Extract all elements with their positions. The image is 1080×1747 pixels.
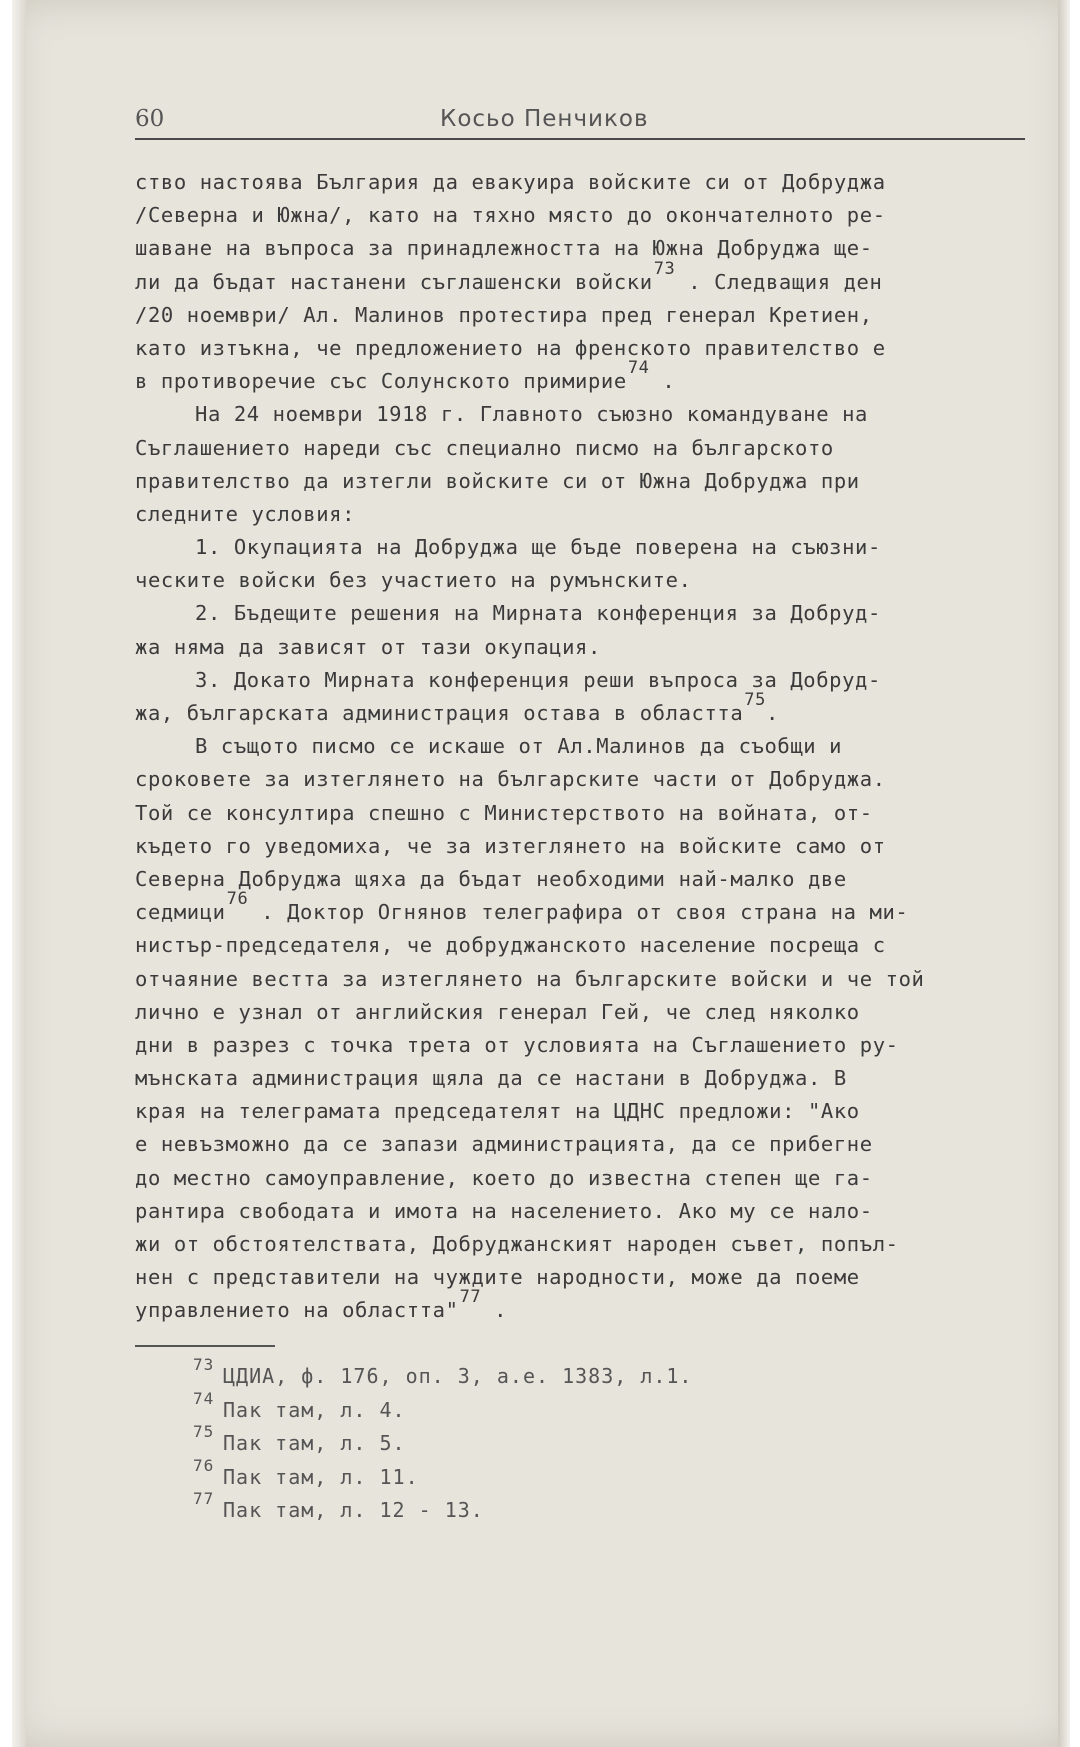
footnote: [193, 1355, 897, 1394]
footnote-text: ЦДИА, ф. 176, оп. 3, а.е. 1383, л.1.: [223, 1364, 693, 1388]
text-line: [135, 166, 1040, 199]
line-text: ли да бъдат настанени съглашенски войски: [135, 269, 653, 294]
line-text: като изтъкна, че предложението на френското правителство е: [135, 335, 886, 360]
line-text: седмици: [135, 900, 226, 925]
line-text: правителство да изтегли войските си от Южна Добруджа при: [135, 468, 860, 493]
text-line: [135, 1095, 1040, 1128]
text-line: [135, 797, 1040, 830]
text-line: [135, 1228, 1040, 1261]
footnote-reference: 73: [653, 258, 676, 279]
footnote-number: 76: [193, 1455, 215, 1475]
text-line: [135, 1162, 1040, 1195]
line-text-after-reference: .: [649, 369, 676, 394]
text-line: [135, 498, 1040, 531]
line-text: жи от обстоятелствата, Добруджанският народен съвет, попъл-: [135, 1232, 899, 1256]
line-text: жа няма да зависят от тази окупация.: [135, 634, 601, 659]
footnote: [193, 1455, 897, 1495]
line-text: 3. Докато Мирната конференция реши въпроса за Добруд-: [195, 667, 881, 692]
text-line: [135, 299, 1040, 332]
text-line: [135, 963, 1040, 996]
text-line: [135, 358, 1040, 398]
line-text: дни в разрез с точка трета от условията на Съглашението ру-: [135, 1032, 899, 1057]
text-line: [135, 199, 1040, 232]
footnote-reference: 74: [627, 358, 650, 379]
text-line: [135, 1195, 1040, 1228]
line-text: ство настоява България да евакуира войските си от Добруджа: [135, 170, 886, 194]
text-line: [135, 664, 1040, 697]
line-text: лично е узнал от английския генерал Гей, че след няколко: [135, 999, 860, 1024]
footnote: [193, 1388, 897, 1428]
text-line: [135, 1029, 1040, 1062]
footnote-divider: [135, 1345, 275, 1347]
text-line: [135, 690, 1040, 730]
footnote-text: Пак там, л. 4.: [223, 1397, 406, 1422]
text-line: [135, 929, 1040, 962]
line-text: сроковете за изтеглянето на българските части от Добруджа.: [135, 767, 886, 792]
text-line: [135, 1261, 1040, 1294]
line-text: Той се консултира спешно с Министерството на войната, от-: [135, 800, 873, 825]
text-line: [135, 597, 1040, 630]
footnote-number: 75: [193, 1422, 215, 1441]
line-text-after-reference: . Следващия ден: [675, 269, 883, 294]
line-text: където го уведомиха, че за изтеглянето на войските само от: [135, 833, 886, 858]
text-line: [135, 763, 1040, 796]
line-text: нистър-председателя, че добруджанското население посреща с: [135, 933, 886, 958]
footnote-text: Пак там, л. 5.: [223, 1431, 406, 1455]
body-text: [135, 166, 1040, 1328]
page-edge-left: [12, 0, 26, 1747]
line-text: шаване на въпроса за принадлежността на Южна Добруджа ще-: [135, 236, 873, 261]
line-text: управлението на областта": [135, 1298, 459, 1323]
line-text: мънската администрация щяла да се настани в Добруджа. В: [135, 1066, 847, 1091]
line-text: /20 ноември/ Ал. Малинов протестира пред генерал Кретиен,: [135, 302, 873, 327]
footnote-text: Пак там, л. 11.: [223, 1464, 419, 1489]
text-line: [135, 1287, 1040, 1327]
footnote-number: 73: [193, 1355, 215, 1374]
footnotes: [193, 1355, 897, 1528]
line-text-after-reference: .: [481, 1298, 508, 1323]
line-text: 2. Бъдещите решения на Мирната конференция за Добруд-: [195, 601, 881, 626]
footnote-reference: 76: [226, 889, 249, 910]
text-line: [135, 465, 1040, 498]
text-line: [135, 1128, 1040, 1161]
text-line: [135, 564, 1040, 597]
line-text: Северна Добруджа щяха да бъдат необходими най-малко две: [135, 866, 847, 891]
footnote-reference: 75: [744, 690, 766, 710]
footnote-number: 77: [193, 1489, 215, 1508]
text-line: [135, 432, 1040, 465]
line-text: В същото писмо се искаше от Ал.Малинов да съобщи и: [195, 734, 843, 759]
text-line: [135, 631, 1040, 664]
line-text: 1. Окупацията на Добруджа ще бъде поверена на съюзни-: [195, 535, 881, 560]
text-line: [135, 863, 1040, 896]
line-text-after-reference: .: [765, 701, 779, 725]
text-line: [135, 830, 1040, 863]
line-text: в противоречие със Солунското примирие: [135, 369, 627, 394]
text-line: [135, 730, 1040, 763]
text-line: [135, 258, 1040, 299]
line-text: е невъзможно да се запази администрацията, да се прибегне: [135, 1132, 873, 1157]
line-text: отчаяние вестта за изтеглянето на българските войски и че той: [135, 966, 925, 991]
footnote-reference: 77: [459, 1287, 482, 1308]
text-line: [135, 332, 1040, 365]
text-line: [135, 996, 1040, 1029]
line-text: /Северна и Южна/, като на тяхно място до окончателното ре-: [135, 203, 886, 228]
text-line: [135, 531, 1040, 564]
text-line: [135, 398, 1040, 431]
footnote-number: 74: [193, 1388, 215, 1408]
text-line: [135, 889, 1040, 929]
line-text: края на телеграмата председателят на ЦДНС предложи: "Ако: [135, 1099, 860, 1124]
page-number: 60: [135, 106, 165, 132]
line-text: жа, българската администрация остава в областта: [135, 701, 744, 725]
line-text: до местно самоуправление, което до известна степен ще га-: [135, 1165, 873, 1190]
line-text-after-reference: . Доктор Огнянов телеграфира от своя страна на ми-: [248, 900, 909, 925]
footnote-text: Пак там, л. 12 - 13.: [223, 1498, 484, 1522]
text-line: [135, 1062, 1040, 1095]
line-text: Съглашението нареди със специално писмо на българското: [135, 435, 834, 460]
text-line: [135, 232, 1040, 265]
footnote: [193, 1489, 897, 1528]
line-text: рантира свободата и имота на населението. Ако му се нало-: [135, 1198, 873, 1223]
footnote: [193, 1422, 897, 1461]
line-text: На 24 ноември 1918 г. Главното съюзно командуване на: [195, 402, 868, 427]
line-text: нен с представители на чуждите народности, може да поеме: [135, 1265, 860, 1290]
line-text: следните условия:: [135, 501, 356, 526]
line-text: ческите войски без участието на румънските.: [135, 568, 692, 593]
page-edge-right: [1058, 0, 1070, 1747]
running-head: Косьо Пенчиков: [440, 106, 649, 132]
page-header: [135, 104, 1025, 140]
